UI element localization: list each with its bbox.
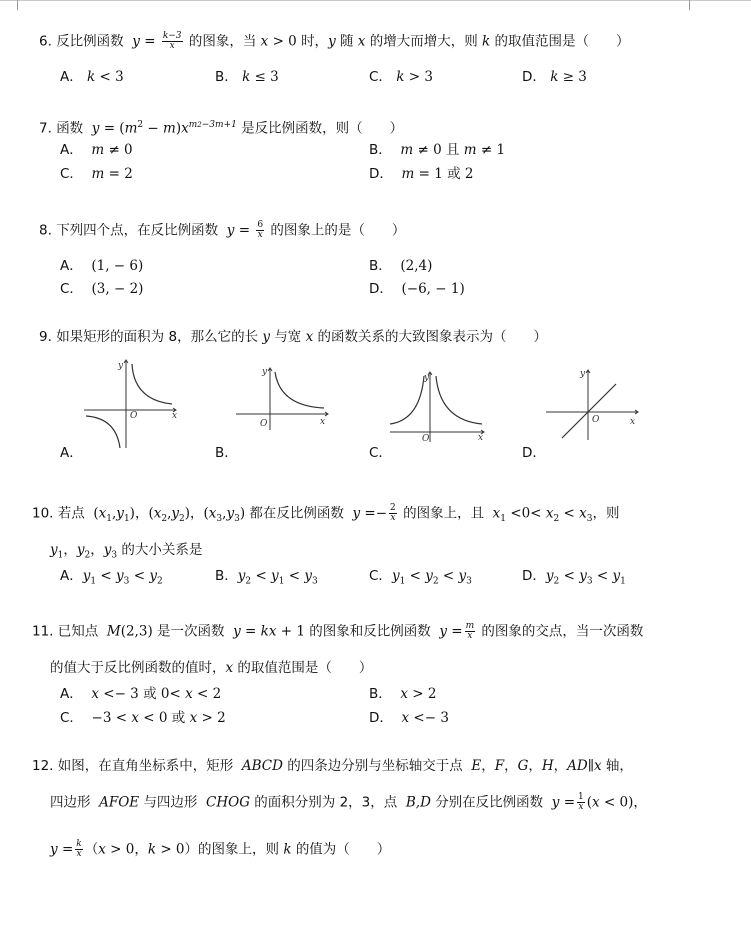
svg-text:O: O [592,415,600,425]
svg-text:x: x [478,433,484,443]
question-11-stem-line2: 的值大于反比例函数的值时，x 的取值范围是（ ） [50,660,373,676]
svg-text:O: O [260,419,268,429]
q6-option-c[interactable]: C． k > 3 [369,69,433,85]
page-corner-mark-right [689,0,690,10]
q7-option-c[interactable]: C． m = 2 [60,166,133,182]
q8-option-d[interactable]: D． (−6, − 1) [369,281,465,297]
q9-option-c[interactable]: C． [369,445,392,461]
question-6-stem: 6. 反比例函数 y = $\frac{k-3}{x}$ 的图象，当 x > 0 时，y 随 x 的增大而增大，则 k 的取值范围是（ ） [39,31,630,51]
svg-text:x: x [320,417,326,427]
q9-graph-b [232,362,332,434]
q9-option-b[interactable]: B． [215,445,238,461]
q8-option-c[interactable]: C． (3, − 2) [60,281,144,297]
q8-option-a[interactable]: A． (1, − 6) [60,258,144,274]
q11-option-b[interactable]: B． x > 2 [369,686,437,702]
q6-option-a[interactable]: A． k < 3 [60,69,124,85]
q10-option-b[interactable]: B．$y_2 < y_1 < y_3$ [215,568,318,587]
question-number: 11. [32,623,54,640]
svg-text:O: O [422,434,430,444]
q7-option-b[interactable]: B． m ≠ 0 且 m ≠ 1 [369,142,506,158]
question-number: 8. [39,222,52,239]
svg-text:O: O [130,411,138,421]
q9-option-d[interactable]: D． [522,445,546,461]
question-8-stem: 8. 下列四个点，在反比例函数 y = $\frac{6}{x}$ 的图象上的是（ ） [39,220,406,240]
question-9-stem: 9. 如果矩形的面积为 8，那么它的长 y 与宽 x 的函数关系的大致图象表示为（ ） [39,329,548,345]
q9-graph-a [80,356,180,452]
question-12-stem-line3: y = $\frac{k}{x}$ （x > 0，k > 0）的图象上，则 k 的值为（ ） [50,839,391,859]
question-number: 10. [32,505,54,522]
svg-text:x: x [172,411,178,421]
question-number: 9. [39,329,52,345]
q9-option-a[interactable]: A． [60,445,83,461]
question-number: 6. [39,33,52,50]
question-number: 7. [39,120,52,137]
svg-text:x: x [630,417,636,427]
q6-option-d[interactable]: D． k ≥ 3 [522,69,587,85]
q10-option-a[interactable]: A．$y_1 < y_3 < y_2$ [60,568,163,587]
q10-option-d[interactable]: D．$y_2 < y_3 < y_1$ [522,568,626,587]
q9-graph-c [386,366,490,444]
page-corner-mark-left [17,0,18,10]
q11-option-a[interactable]: A． x <− 3 或 0< x < 2 [60,686,222,702]
question-11-stem: 11. 已知点 M(2,3) 是一次函数 y = kx + 1 的图象和反比例函数 y = $\frac{m}{x}$ 的图象的交点，当一次函数 [32,621,644,641]
page-top-border [0,0,751,1]
q11-option-c[interactable]: C． −3 < x < 0 或 x > 2 [60,710,226,726]
q10-option-c[interactable]: C．$y_1 < y_2 < y_3$ [369,568,472,587]
svg-text:y: y [118,361,124,371]
question-7-stem: 7. 函数 $y = (m^2 - m)x^{m2-3m+1}$ 是反比例函数，则（ ） [39,120,404,137]
svg-text:y: y [262,367,268,377]
svg-text:y: y [424,373,430,383]
question-12-stem: 12. 如图，在直角坐标系中，矩形 ABCD 的四条边分别与坐标轴交于点 E，F，G，H，AD∥x 轴， [32,758,633,774]
q7-option-d[interactable]: D． m = 1 或 2 [369,166,474,182]
question-number: 12. [32,758,54,774]
question-12-stem-line2: 四边形 AFOE 与四边形 CHOG 的面积分别为 2，3，点 B,D 分别在反比例函数 y = $\frac{1}{x}$ (x < 0)， [50,792,647,812]
question-10-stem: 10. 若点 $(x_1,y_1)$，$(x_2,y_2)$，$(x_3,y_3)$ 都在反比例函数 y =− $\frac{2}{x}$ 的图象上，且 $x_1 <0< x_2 < x_3$，则 [32,503,620,525]
svg-text:y: y [580,369,586,379]
q6-option-b[interactable]: B． k ≤ 3 [215,69,279,85]
q8-option-b[interactable]: B． (2,4) [369,258,433,274]
question-10-stem-line2: $y_1$，$y_2$，$y_3$ 的大小关系是 [50,542,203,561]
q11-option-d[interactable]: D． x <− 3 [369,710,449,726]
q9-graph-d [542,364,642,442]
q7-option-a[interactable]: A． m ≠ 0 [60,142,133,158]
